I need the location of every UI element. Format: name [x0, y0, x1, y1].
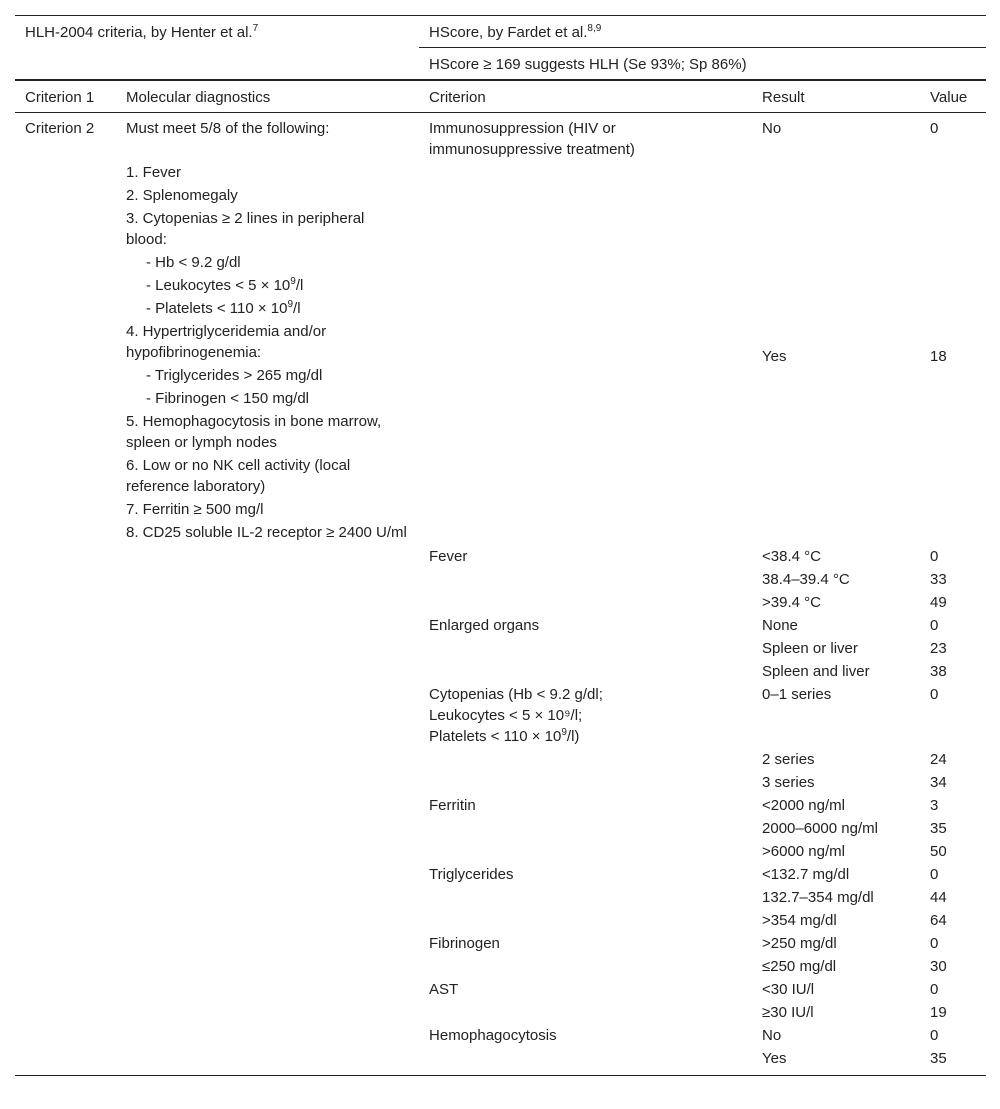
- result-cell: Spleen or liver: [762, 640, 858, 657]
- empty-cell: [15, 568, 116, 591]
- empty-cell: [419, 955, 752, 978]
- value-cell: 30: [930, 958, 947, 975]
- col-molecular: Molecular diagnostics: [116, 80, 419, 113]
- result-cell: No: [762, 120, 782, 137]
- empty-cell: [116, 909, 419, 932]
- value-cell: 64: [930, 912, 947, 929]
- criteria-item-unit: /l: [295, 277, 304, 294]
- criteria-item: - Triglycerides > 265 mg/dl: [146, 367, 323, 384]
- result-cell: No: [762, 1027, 782, 1044]
- empty-cell: [15, 545, 116, 568]
- empty-cell: [116, 978, 419, 1001]
- empty-cell: [116, 660, 419, 683]
- empty-cell: [116, 955, 419, 978]
- empty-cell: [419, 1047, 752, 1076]
- criteria-item-exponent: 9: [290, 276, 296, 287]
- criteria-item: 6. Low or no NK cell activity (local reference laboratory): [126, 457, 351, 495]
- empty-cell: [15, 817, 116, 840]
- value-cell: 3: [930, 797, 939, 814]
- criteria-item-exponent: 9: [287, 299, 294, 310]
- table-body: [15, 16, 986, 1076]
- table-row: [15, 591, 986, 614]
- table-row: [15, 978, 986, 1001]
- empty-cell: [15, 955, 116, 978]
- empty-cell: [116, 794, 419, 817]
- hscore-criterion: AST: [429, 981, 459, 998]
- hscore-note-row: [15, 48, 986, 81]
- hlh-criteria-table: [15, 15, 986, 1076]
- hlh2004-intro: Must meet 5/8 of the following:: [126, 120, 330, 137]
- empty-cell: [419, 660, 752, 683]
- title-row: [15, 16, 986, 48]
- table-row: [15, 771, 986, 794]
- empty-cell: [116, 545, 419, 568]
- criteria-item: - Fibrinogen < 150 mg/dl: [146, 390, 310, 407]
- table-row: [15, 568, 986, 591]
- empty-cell: [419, 568, 752, 591]
- result-cell: Yes: [752, 1047, 920, 1076]
- table-row: [15, 955, 986, 978]
- empty-cell: [419, 909, 752, 932]
- criteria-item: 3. Cytopenias ≥ 2 lines in peripheral blood:: [126, 210, 365, 248]
- empty-cell: [116, 591, 419, 614]
- table-row: [15, 932, 986, 955]
- cytopenias-unit: /l): [566, 728, 580, 745]
- table-row: [15, 1024, 986, 1047]
- hscore-criterion: Hemophagocytosis: [429, 1027, 557, 1044]
- table-row: [15, 1001, 986, 1024]
- criteria-item: 1. Fever: [126, 164, 182, 181]
- criteria-item: 8. CD25 soluble IL-2 receptor ≥ 2400 U/ml: [126, 524, 407, 541]
- immunosuppression-criterion: Immunosuppression (HIV or immunosuppressive treatment): [429, 120, 635, 158]
- value-cell: 19: [930, 1004, 947, 1021]
- cytopenias-line-hb: Cytopenias (Hb < 9.2 g/dl;: [429, 686, 603, 703]
- value-cell: 24: [930, 751, 947, 768]
- criteria-item-unit: /l: [293, 300, 301, 317]
- value-cell: 33: [930, 571, 947, 588]
- col-criterion1: Criterion 1: [15, 80, 116, 113]
- value-cell: 0: [930, 935, 939, 952]
- empty-cell: [15, 683, 116, 748]
- criteria-item: [126, 275, 409, 296]
- empty-cell: [116, 771, 419, 794]
- empty-cell: [116, 863, 419, 886]
- hscore-ref: 8,9: [587, 23, 602, 34]
- table-row: [15, 794, 986, 817]
- value-cell: 49: [930, 594, 947, 611]
- value-cell: 35: [920, 1047, 986, 1076]
- result-cell: None: [762, 617, 798, 634]
- result-cell: >6000 ng/ml: [762, 843, 845, 860]
- hscore-criterion: Fibrinogen: [429, 935, 500, 952]
- value-cell: 0: [930, 1027, 939, 1044]
- table-row: [15, 614, 986, 637]
- empty-cell: [15, 1024, 116, 1047]
- empty-cell: [116, 748, 419, 771]
- table-row: [15, 817, 986, 840]
- hlh2004-ref: 7: [252, 23, 259, 34]
- hscore-note: HScore ≥ 169 suggests HLH (Se 93%; Sp 86%): [419, 48, 986, 81]
- result-cell: 2000–6000 ng/ml: [762, 820, 878, 837]
- empty-cell: [116, 1001, 419, 1024]
- empty-cell: [15, 637, 116, 660]
- result-cell: >39.4 °C: [762, 594, 821, 611]
- empty-cell: [116, 1047, 419, 1076]
- result-cell: <132.7 mg/dl: [762, 866, 850, 883]
- empty-cell: [15, 614, 116, 637]
- empty-cell: [116, 683, 419, 748]
- hlh2004-criteria-cell: [116, 113, 419, 546]
- result-cell: 3 series: [762, 774, 815, 791]
- empty-cell: [419, 748, 752, 771]
- empty-cell: [15, 863, 116, 886]
- cytopenias-line-leukocytes: Leukocytes < 5 × 10⁹/l;: [429, 707, 583, 724]
- criteria-item-text: - Platelets < 110 × 10: [146, 300, 288, 317]
- table-row: [15, 863, 986, 886]
- criteria-item: - Hb < 9.2 g/dl: [146, 254, 241, 271]
- hscore-criterion: Fever: [429, 548, 468, 565]
- empty-cell: [419, 886, 752, 909]
- empty-cell: [116, 568, 419, 591]
- hlh2004-title-cell: [15, 16, 419, 48]
- hscore-criterion: Enlarged organs: [429, 617, 540, 634]
- empty-cell: [116, 637, 419, 660]
- table-row: [15, 660, 986, 683]
- result-cell: >354 mg/dl: [762, 912, 837, 929]
- criteria-item: 2. Splenomegaly: [126, 187, 238, 204]
- value-cell: 0: [930, 120, 939, 137]
- table-row: [15, 113, 986, 345]
- empty-cell: [419, 817, 752, 840]
- result-cell: <38.4 °C: [762, 548, 821, 565]
- result-cell: Yes: [762, 348, 787, 366]
- empty-cell: [15, 771, 116, 794]
- table-row: [15, 637, 986, 660]
- col-criterion: Criterion: [419, 80, 752, 113]
- empty-cell: [116, 886, 419, 909]
- empty-cell: [15, 794, 116, 817]
- empty-cell: [419, 1001, 752, 1024]
- value-cell: 38: [930, 663, 947, 680]
- empty-cell: [419, 771, 752, 794]
- criteria-item: [126, 298, 409, 319]
- hscore-title-cell: [419, 16, 986, 48]
- result-cell: <2000 ng/ml: [762, 797, 845, 814]
- empty-cell: [116, 817, 419, 840]
- result-cell: 2 series: [762, 751, 815, 768]
- value-cell: 44: [930, 889, 947, 906]
- criteria-item-text: - Leukocytes < 5 × 10: [146, 277, 291, 294]
- value-cell: 0: [930, 548, 939, 565]
- empty-cell: [15, 932, 116, 955]
- table-row: [15, 545, 986, 568]
- result-cell: ≥30 IU/l: [762, 1004, 814, 1021]
- criteria-item: 5. Hemophagocytosis in bone marrow, spleen or lymph nodes: [126, 413, 382, 451]
- hscore-criterion: Triglycerides: [429, 866, 514, 883]
- value-cell: 35: [930, 820, 947, 837]
- criterion2-label: Criterion 2: [25, 120, 95, 137]
- cytopenias-criterion: [419, 683, 752, 748]
- empty-cell: [15, 1001, 116, 1024]
- result-cell: >250 mg/dl: [762, 935, 837, 952]
- empty-cell: [419, 637, 752, 660]
- empty-cell: [116, 1024, 419, 1047]
- empty-cell: [116, 614, 419, 637]
- col-result: Result: [752, 80, 920, 113]
- hscore-criterion: Ferritin: [429, 797, 476, 814]
- criteria-item: 7. Ferritin ≥ 500 mg/l: [126, 501, 264, 518]
- empty-cell: [419, 840, 752, 863]
- result-cell: 0–1 series: [762, 686, 832, 703]
- empty-cell: [15, 978, 116, 1001]
- empty-cell: [15, 909, 116, 932]
- empty-cell: [15, 840, 116, 863]
- value-cell: 18: [930, 348, 947, 366]
- cytopenias-line-platelets: Platelets < 110 × 10: [429, 728, 562, 745]
- result-cell: Spleen and liver: [762, 663, 870, 680]
- value-cell: 0: [930, 686, 939, 703]
- hlh2004-title: HLH-2004 criteria, by Henter et al.: [25, 24, 253, 41]
- value-cell: 23: [930, 640, 947, 657]
- table-row: [15, 1047, 986, 1076]
- table-row: [15, 748, 986, 771]
- value-cell: 0: [930, 866, 939, 883]
- cytopenias-exponent: 9: [561, 727, 567, 738]
- empty-cell: [15, 660, 116, 683]
- column-header-row: [15, 80, 986, 113]
- result-cell: <30 IU/l: [762, 981, 815, 998]
- hscore-title: HScore, by Fardet et al.: [429, 24, 588, 41]
- table-row: [15, 683, 986, 748]
- result-cell: 38.4–39.4 °C: [762, 571, 850, 588]
- value-cell: 34: [930, 774, 947, 791]
- empty-cell: [15, 886, 116, 909]
- hlh2004-criteria-list: [126, 162, 409, 543]
- criteria-item: 4. Hypertriglyceridemia and/or hypofibrinogenemia:: [126, 323, 327, 361]
- table-row: [15, 909, 986, 932]
- table-row: [15, 886, 986, 909]
- empty-cell: [116, 932, 419, 955]
- empty-cell: [15, 748, 116, 771]
- value-cell: 0: [930, 617, 939, 634]
- table-row: [15, 840, 986, 863]
- empty-cell: [15, 591, 116, 614]
- result-cell: 132.7–354 mg/dl: [762, 889, 874, 906]
- empty-cell: [15, 1047, 116, 1076]
- empty-cell: [116, 840, 419, 863]
- value-cell: 0: [930, 981, 939, 998]
- value-cell: 50: [930, 843, 947, 860]
- result-cell: ≤250 mg/dl: [762, 958, 837, 975]
- empty-cell: [419, 591, 752, 614]
- col-value: Value: [920, 80, 986, 113]
